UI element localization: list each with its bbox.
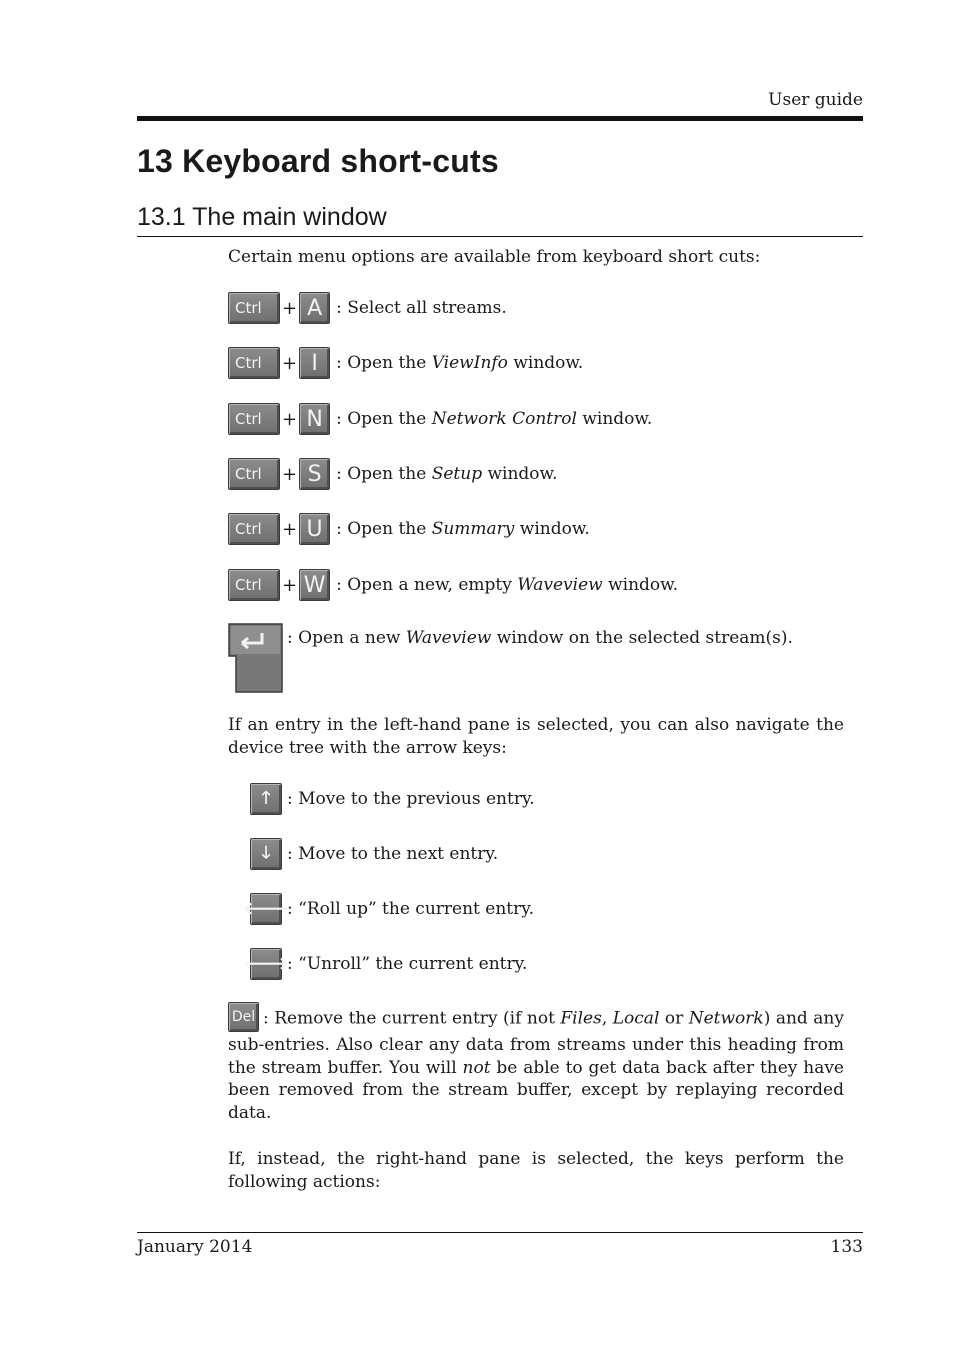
- plus-sign: +: [282, 297, 298, 319]
- shortcut-description: : Open a new, empty Waveview window.: [336, 575, 679, 595]
- shortcut-row-a: [228, 291, 507, 325]
- arrow-description: : Move to the next entry.: [287, 844, 499, 864]
- ctrl-key-icon: Ctrl: [228, 513, 280, 545]
- a-key-icon: A: [299, 292, 330, 324]
- arrow-description: : Move to the previous entry.: [287, 789, 535, 809]
- shortcut-description: : Open the ViewInfo window.: [336, 353, 584, 373]
- arrow-row-left: [243, 893, 534, 925]
- w-key-icon: W: [299, 569, 330, 601]
- left-arrow-key-icon: 🡐: [250, 893, 282, 925]
- section-rule: [137, 236, 863, 237]
- ctrl-key-icon: Ctrl: [228, 458, 280, 490]
- header-rule: [137, 116, 863, 121]
- arrow-description: : “Unroll” the current entry.: [287, 954, 528, 974]
- running-header: User guide: [768, 90, 863, 110]
- ctrl-key-icon: Ctrl: [228, 347, 280, 379]
- shortcut-description: : Select all streams.: [336, 298, 507, 318]
- right-pane-paragraph: If, instead, the right-hand pane is selected, the keys perform the following actions:: [228, 1149, 844, 1192]
- up-arrow-key-icon: 🡑: [250, 783, 282, 815]
- s-key-icon: S: [299, 458, 330, 490]
- n-key-icon: N: [299, 403, 330, 435]
- down-arrow-key-icon: 🡓: [250, 838, 282, 870]
- ctrl-key-icon: Ctrl: [228, 403, 280, 435]
- shortcut-row-w: [228, 568, 678, 602]
- plus-sign: +: [282, 574, 298, 596]
- intro-paragraph: Certain menu options are available from keyboard short cuts:: [228, 247, 761, 267]
- enter-key-icon: [228, 623, 283, 693]
- arrow-row-up: [250, 783, 535, 815]
- left-pane-paragraph: If an entry in the left-hand pane is selected, you can also navigate the device tree with the arrow keys:: [228, 715, 844, 758]
- shortcut-row-i: [228, 346, 583, 380]
- footer-date: January 2014: [137, 1237, 253, 1257]
- page-number: 133: [830, 1237, 863, 1257]
- shortcut-description: : Open the Network Control window.: [336, 409, 653, 429]
- enter-description: : Open a new Waveview window on the selected stream(s).: [287, 628, 793, 648]
- footer-rule: [137, 1232, 863, 1233]
- right-arrow-key-icon: 🡒: [250, 948, 282, 980]
- ctrl-key-icon: Ctrl: [228, 569, 280, 601]
- del-paragraph: Del : Remove the current entry (if not Files, Local or Network) and any sub-entries. Also clear any data from streams under this heading from the stream buffer. You will not be able to get data back after they have been removed from the stream buffer, except by replaying recorded data.: [228, 1004, 844, 1124]
- chapter-title: 13 Keyboard short-cuts: [137, 143, 499, 179]
- ctrl-key-icon: Ctrl: [228, 292, 280, 324]
- plus-sign: +: [282, 352, 298, 374]
- arrow-row-down: [250, 838, 498, 870]
- shortcut-row-s: [228, 457, 557, 491]
- plus-sign: +: [282, 463, 298, 485]
- plus-sign: +: [282, 408, 298, 430]
- shortcut-row-u: [228, 512, 590, 546]
- shortcut-row-n: [228, 402, 652, 436]
- shortcut-description: : Open the Setup window.: [336, 464, 558, 484]
- arrow-row-right: [243, 948, 528, 980]
- del-key-icon: Del: [228, 1002, 259, 1032]
- section-title: 13.1 The main window: [137, 203, 387, 231]
- arrow-description: : “Roll up” the current entry.: [287, 899, 534, 919]
- i-key-icon: I: [299, 347, 330, 379]
- u-key-icon: U: [299, 513, 330, 545]
- shortcut-description: : Open the Summary window.: [336, 519, 590, 539]
- plus-sign: +: [282, 518, 298, 540]
